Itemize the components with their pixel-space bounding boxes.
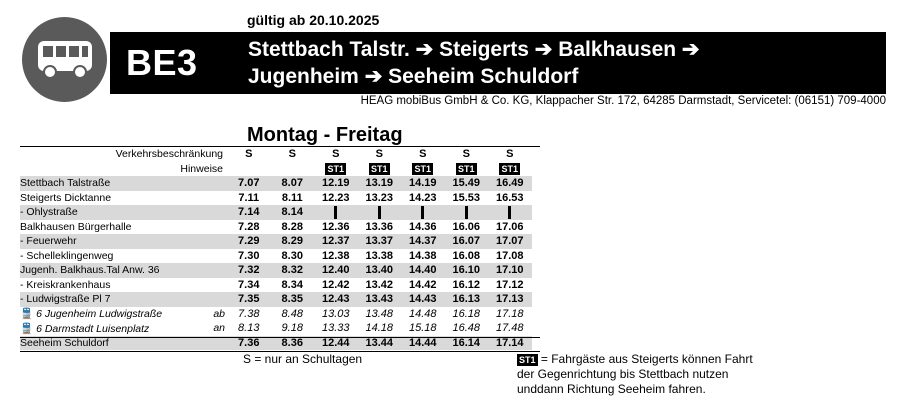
time-cell: 14.38 (408, 249, 437, 262)
table-divider (20, 337, 540, 338)
time-cell: 17.08 (495, 249, 524, 262)
route-line-2: Jugenheim ➔ Seeheim Schuldorf (248, 65, 579, 88)
pass-through-bar (378, 206, 381, 219)
stop-name: 🚆 6 Jugenheim Ludwigstraße (20, 308, 163, 321)
time-cell: 14.44 (401, 336, 445, 351)
restriction-label: Verkehrsbeschränkung (115, 148, 223, 161)
day-type-heading: Montag - Freitag (247, 124, 403, 146)
timetable-row (20, 263, 532, 278)
stop-name: Steigerts Dicktanne (20, 191, 112, 204)
hints-row (20, 162, 532, 177)
train-icon: 🚆 (20, 308, 34, 321)
time-cell: 14.40 (401, 263, 445, 278)
time-cell: 8.28 (281, 220, 303, 233)
time-cell: 14.37 (401, 234, 445, 249)
bus-badge (22, 17, 107, 102)
time-cell: 14.18 (365, 322, 394, 335)
time-cell (445, 205, 489, 220)
time-cell: 8.48 (281, 307, 303, 320)
stop-name: - Ohlystraße (20, 205, 180, 220)
valid-from-date: gültig ab 20.10.2025 (247, 12, 380, 28)
operator-info: HEAG mobiBus GmbH & Co. KG, Klappacher Str. 172, 64285 Darmstadt, Servicetel: (06151) 709-4000 (360, 95, 886, 107)
time-cell: 15.53 (452, 191, 481, 204)
time-cell (314, 205, 358, 220)
time-cell: 12.44 (314, 336, 358, 351)
time-cell: 14.23 (408, 191, 437, 204)
train-icon: 🚆 (20, 322, 34, 335)
time-cell: 7.28 (238, 220, 260, 233)
timetable-row (20, 234, 532, 249)
time-cell: 8.35 (271, 292, 315, 307)
stop-name: - Ludwigstraße Pl 7 (20, 292, 180, 307)
timetable-row (20, 278, 532, 293)
time-cell: 16.12 (452, 278, 481, 291)
time-cell: 12.38 (321, 249, 350, 262)
time-cell: 15.49 (445, 176, 489, 191)
time-cell: 13.33 (321, 322, 350, 335)
time-cell: 7.32 (227, 263, 271, 278)
restriction-row (20, 147, 532, 162)
timetable-row (20, 176, 532, 191)
stop-name: - Feuerwehr (20, 234, 180, 249)
time-cell: 8.34 (281, 278, 303, 291)
time-cell: 7.38 (238, 307, 260, 320)
restriction-cell: S (332, 148, 340, 161)
time-cell: 17.14 (488, 336, 532, 351)
restriction-cell: S (462, 148, 470, 161)
hint-cell (401, 162, 445, 177)
time-cell: 17.13 (488, 292, 532, 307)
hint-cell (358, 162, 402, 177)
hint-cell (227, 162, 271, 177)
time-cell: 13.43 (358, 292, 402, 307)
arr-dep-marker (180, 220, 227, 235)
time-cell: 8.14 (271, 205, 315, 220)
time-cell: 17.12 (495, 278, 524, 291)
time-cell: 7.36 (227, 336, 271, 351)
time-cell: 12.42 (321, 278, 350, 291)
time-cell: 17.48 (495, 322, 524, 335)
time-cell: 16.18 (452, 307, 481, 320)
time-cell: 12.36 (321, 220, 350, 233)
stop-name: - Kreiskrankenhaus (20, 278, 111, 291)
time-cell: 7.14 (227, 205, 271, 220)
timetable-row (20, 249, 532, 264)
stop-name: Stettbach Talstraße (20, 176, 180, 191)
time-cell: 16.13 (445, 292, 489, 307)
st1-badge: ST1 (519, 355, 536, 365)
st1-hint-badge: ST1 (501, 163, 518, 174)
time-cell: 13.23 (365, 191, 394, 204)
time-cell: 9.18 (281, 322, 303, 335)
time-cell: 7.35 (227, 292, 271, 307)
arr-dep-marker (180, 205, 227, 220)
stop-name: Jugenh. Balkhaus.Tal Anw. 36 (20, 263, 180, 278)
arr-dep-marker (180, 176, 227, 191)
st1-hint-badge: ST1 (457, 163, 475, 174)
timetable-row (20, 205, 532, 220)
restriction-cell: S (506, 148, 514, 161)
hint-cell (271, 162, 315, 177)
time-cell: 7.07 (227, 176, 271, 191)
arr-dep-marker: an (213, 322, 225, 335)
footnote-st1: ST1 = Fahrgäste aus Steigerts können Fahrt der Gegenrichtung bis Stettbach nutzen unddann Richtung Seeheim fahren. (517, 352, 753, 396)
pass-through-bar (465, 206, 468, 219)
stop-name: - Schelleklingenweg (20, 249, 114, 262)
arr-dep-marker (180, 278, 227, 293)
time-cell: 13.38 (365, 249, 394, 262)
hint-cell (445, 162, 489, 177)
time-cell: 13.42 (365, 278, 394, 291)
time-cell: 8.07 (271, 176, 315, 191)
pass-through-bar (334, 206, 337, 219)
timetable-row (20, 321, 532, 336)
restriction-cell: S (288, 148, 296, 161)
time-cell: 14.48 (408, 307, 437, 320)
time-cell (358, 205, 402, 220)
time-cell: 12.37 (314, 234, 358, 249)
st1-hint-badge: ST1 (370, 163, 388, 174)
time-cell: 8.13 (238, 322, 260, 335)
route-number: BE3 (126, 42, 198, 83)
time-cell: 8.32 (271, 263, 315, 278)
time-cell: 13.40 (358, 263, 402, 278)
hint-cell (314, 162, 358, 177)
time-cell: 7.34 (238, 278, 260, 291)
timetable-row (20, 191, 532, 206)
st1-hint-badge: ST1 (414, 163, 431, 174)
time-cell: 16.07 (445, 234, 489, 249)
time-cell: 17.10 (488, 263, 532, 278)
time-cell: 12.40 (314, 263, 358, 278)
time-cell: 16.48 (452, 322, 481, 335)
time-cell: 16.14 (445, 336, 489, 351)
time-cell: 16.08 (452, 249, 481, 262)
time-cell: 13.03 (321, 307, 350, 320)
time-cell (401, 205, 445, 220)
time-cell: 7.30 (238, 249, 260, 262)
time-cell: 16.10 (445, 263, 489, 278)
stop-name: Balkhausen Bürgerhalle (20, 220, 132, 233)
footnote-school-days: S = nur an Schultagen (243, 352, 363, 366)
route-line-1: Stettbach Talstr. ➔ Steigerts ➔ Balkhausen ➔ (248, 38, 700, 61)
time-cell: 15.18 (408, 322, 437, 335)
arr-dep-marker (180, 249, 227, 264)
time-cell: 13.44 (358, 336, 402, 351)
time-cell: 16.53 (495, 191, 524, 204)
time-cell: 14.36 (408, 220, 437, 233)
bus-icon (36, 39, 94, 81)
arr-dep-marker (180, 263, 227, 278)
time-cell: 8.11 (281, 191, 303, 204)
time-cell: 8.36 (271, 336, 315, 351)
time-cell: 16.49 (488, 176, 532, 191)
timetable-row (20, 307, 532, 322)
time-cell: 7.29 (227, 234, 271, 249)
hints-label: Hinweise (180, 162, 223, 175)
stop-name: 🚆 6 Darmstadt Luisenplatz (20, 322, 150, 335)
arr-dep-marker (180, 234, 227, 249)
time-cell: 17.07 (488, 234, 532, 249)
time-cell: 8.29 (271, 234, 315, 249)
time-cell: 14.19 (401, 176, 445, 191)
time-cell: 12.43 (314, 292, 358, 307)
pass-through-bar (508, 206, 511, 219)
timetable (20, 147, 532, 350)
time-cell (488, 205, 532, 220)
time-cell: 12.19 (314, 176, 358, 191)
timetable-row (20, 220, 532, 235)
restriction-cell: S (419, 148, 427, 161)
time-cell: 7.11 (238, 191, 260, 204)
time-cell: 13.36 (365, 220, 394, 233)
arr-dep-marker (180, 292, 227, 307)
time-cell: 14.43 (401, 292, 445, 307)
hint-cell (488, 162, 532, 177)
time-cell: 16.06 (452, 220, 481, 233)
restriction-cell: S (375, 148, 383, 161)
timetable-row (20, 292, 532, 307)
route-description (248, 36, 868, 90)
time-cell: 14.42 (408, 278, 437, 291)
stop-name: Seeheim Schuldorf (20, 336, 180, 351)
arr-dep-marker: ab (213, 307, 225, 320)
time-cell: 17.06 (495, 220, 524, 233)
time-cell: 13.19 (358, 176, 402, 191)
time-cell: 8.30 (281, 249, 303, 262)
time-cell: 13.37 (358, 234, 402, 249)
arr-dep-marker (180, 191, 227, 206)
restriction-cell: S (245, 148, 253, 161)
time-cell: 12.23 (321, 191, 350, 204)
time-cell: 13.48 (365, 307, 394, 320)
st1-hint-badge: ST1 (327, 163, 344, 174)
time-cell: 17.18 (495, 307, 524, 320)
pass-through-bar (421, 206, 424, 219)
